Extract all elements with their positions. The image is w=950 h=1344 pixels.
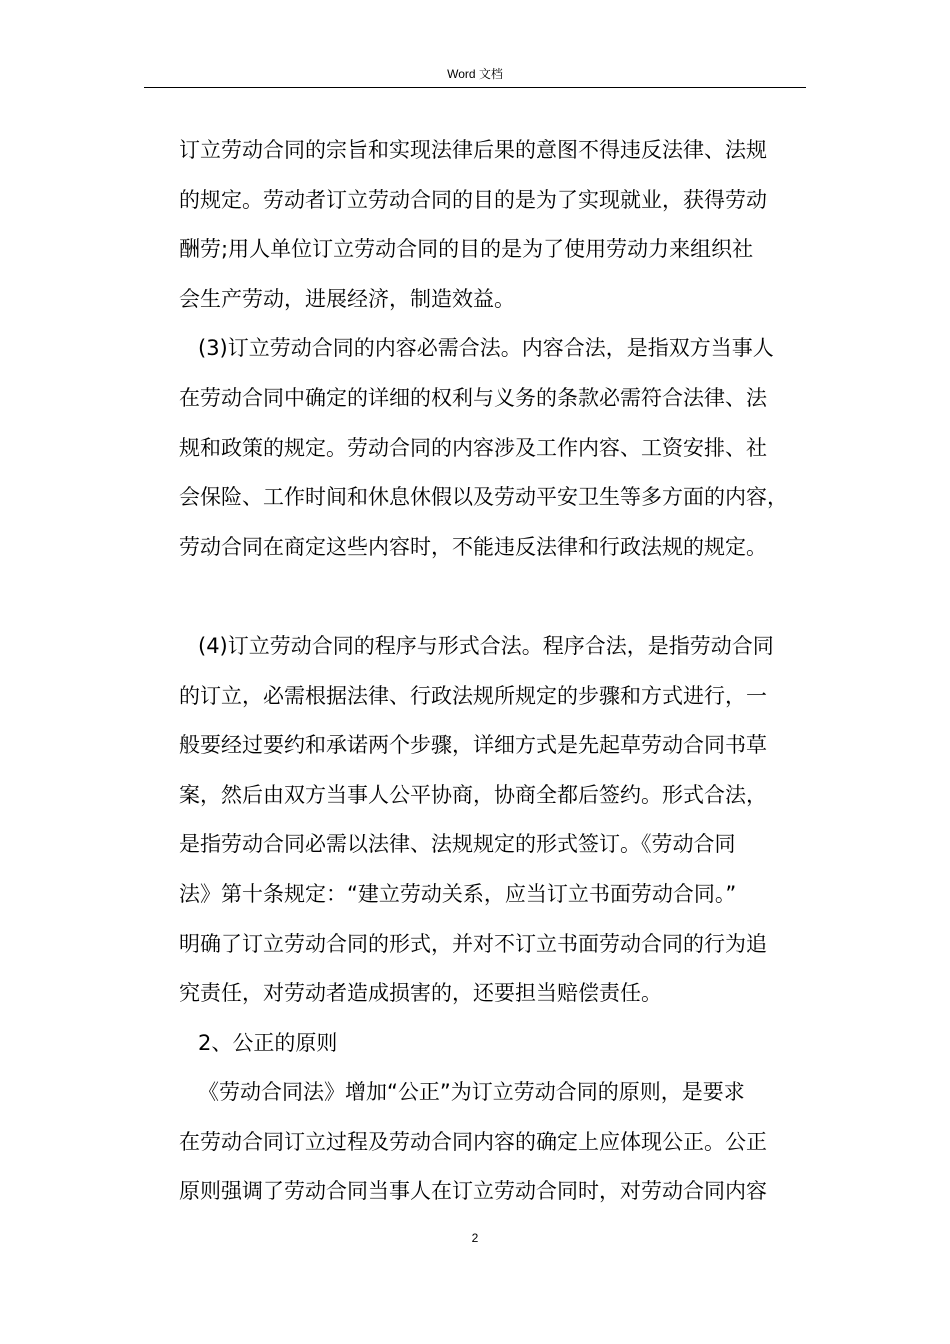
page-number: 2 xyxy=(471,1231,479,1245)
text-line: 酬劳;用人单位订立劳动合同的目的是为了使用劳动力来组织社 xyxy=(179,237,754,262)
text-line: 法》第十条规定：“建立劳动关系，应当订立书面劳动合同。” xyxy=(179,881,737,906)
text-line: 订立劳动合同的宗旨和实现法律后果的意图不得违反法律、法规 xyxy=(179,138,767,162)
text-line: 是指劳动合同必需以法律、法规规定的形式签订。《劳动合同 xyxy=(179,832,736,857)
text-line: 在劳动合同中确定的详细的权利与义务的条款必需符合法律、法 xyxy=(179,385,767,410)
text-line: 明确了订立劳动合同的形式，并对不订立书面劳动合同的行为追 xyxy=(179,931,767,956)
text-line: 原则强调了劳动合同当事人在订立劳动合同时，对劳动合同内容 xyxy=(179,1179,767,1204)
paragraph-start-line: (3)订立劳动合同的内容必需合法。内容合法，是指双方当事人 xyxy=(198,336,774,361)
text-line: 案，然后由双方当事人公平协商，协商全都后签约。形式合法， xyxy=(179,782,767,807)
paragraph-start-line: (4)订立劳动合同的程序与形式合法。程序合法，是指劳动合同 xyxy=(198,633,774,658)
page-header: Word 文档 xyxy=(447,67,503,81)
paragraph-gap xyxy=(179,572,819,622)
text-line: 劳动合同在商定这些内容时，不能违反法律和行政法规的规定。 xyxy=(179,534,767,559)
section-heading: 2、公正的原则 xyxy=(198,1030,338,1055)
document-body xyxy=(179,126,819,1217)
text-line: 的订立，必需根据法律、行政法规所规定的步骤和方式进行，一 xyxy=(179,683,767,708)
text-line: 会生产劳动，进展经济，制造效益。 xyxy=(179,286,515,311)
text-line: 会保险、工作时间和休息休假以及劳动平安卫生等多方面的内容， xyxy=(179,485,788,510)
text-line: 究责任，对劳动者造成损害的，还要担当赔偿责任。 xyxy=(179,981,662,1006)
text-line: 在劳动合同订立过程及劳动合同内容的确定上应体现公正。公正 xyxy=(179,1129,767,1154)
header-divider xyxy=(144,87,806,88)
text-line: 般要经过要约和承诺两个步骤，详细方式是先起草劳动合同书草 xyxy=(179,733,767,758)
text-line: 规和政策的规定。劳动合同的内容涉及工作内容、工资安排、社 xyxy=(179,435,767,460)
text-line: 的规定。劳动者订立劳动合同的目的是为了实现就业，获得劳动 xyxy=(179,187,767,212)
paragraph-start-line: 《劳动合同法》增加“公正”为订立劳动合同的原则，是要求 xyxy=(198,1080,745,1105)
